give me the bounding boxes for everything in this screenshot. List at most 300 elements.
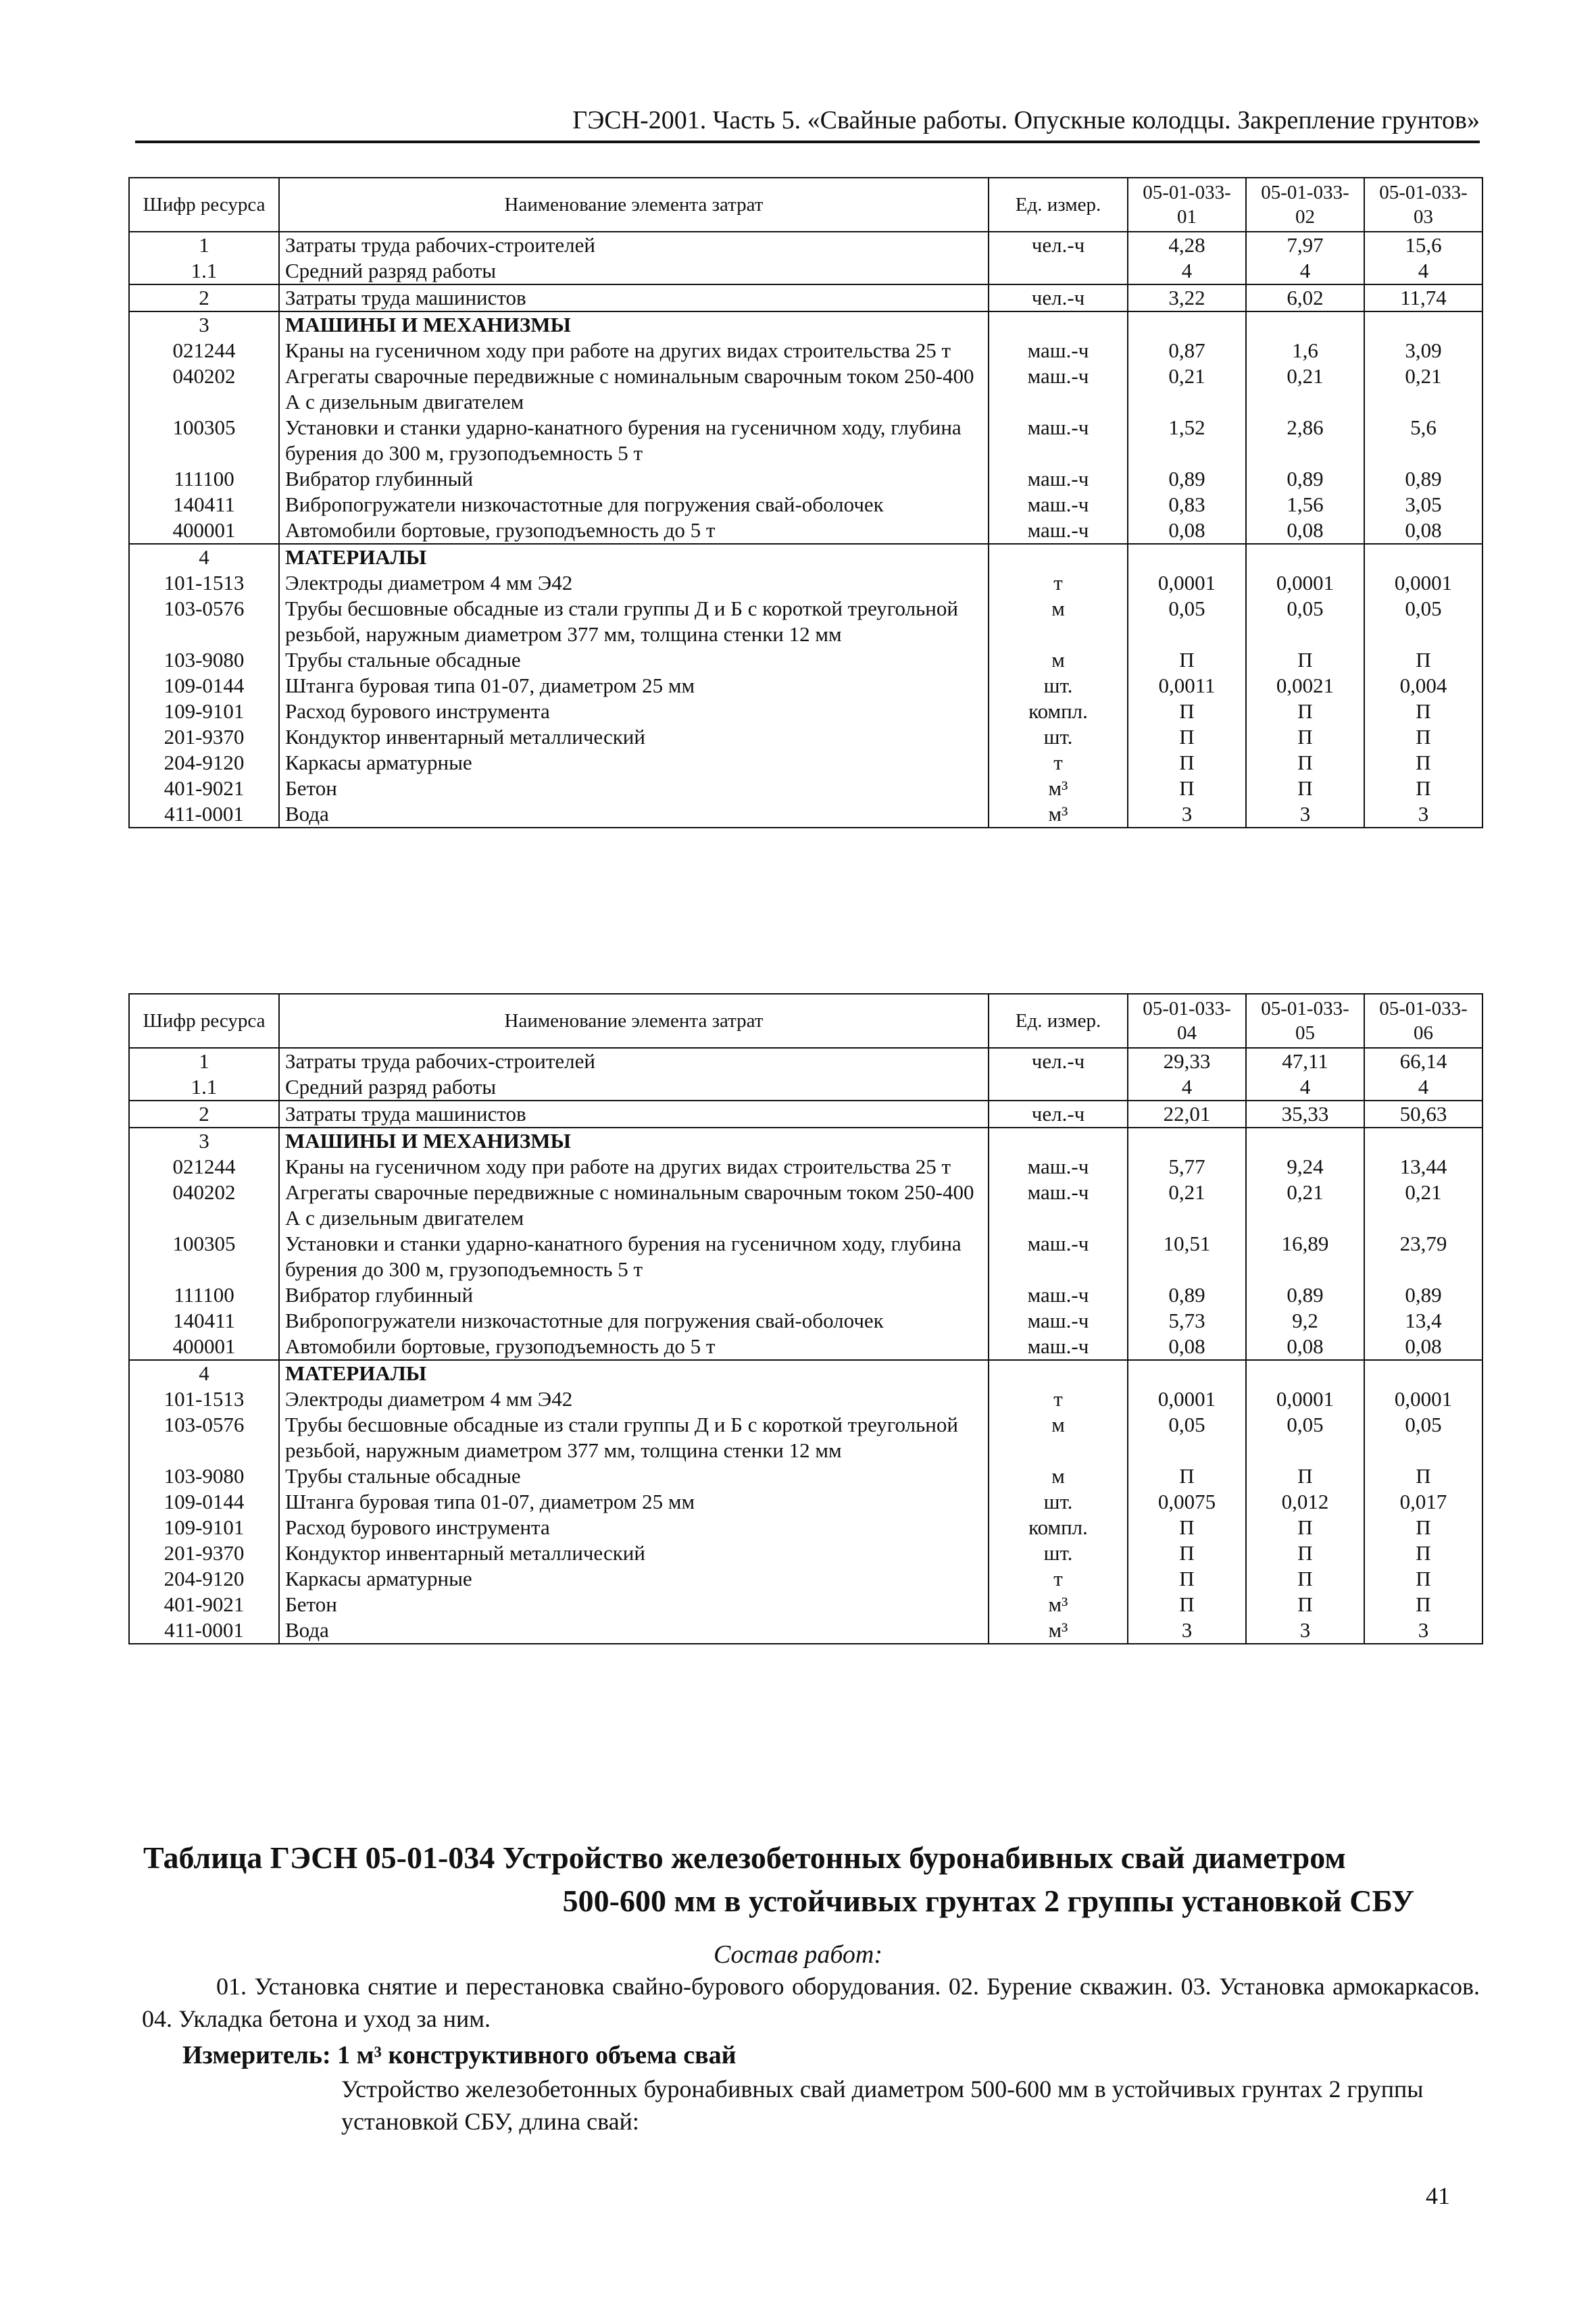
- value-cell-2: 3: [1246, 801, 1364, 828]
- value-cell-3: 0,017: [1364, 1489, 1482, 1515]
- resource-table-033-01-03: [128, 177, 1483, 828]
- resource-code-cell: 100305: [129, 1231, 279, 1282]
- table-row: [129, 284, 1482, 311]
- value-cell-2: 0,89: [1246, 466, 1364, 492]
- resource-code-cell: 140411: [129, 1308, 279, 1334]
- value-cell-3: 23,79: [1364, 1231, 1482, 1282]
- value-cell-1: П: [1128, 1566, 1246, 1592]
- value-cell-1: 4,28: [1128, 232, 1246, 258]
- col-header-name: Наименование элемента затрат: [279, 994, 989, 1048]
- value-cell-3: 0,89: [1364, 466, 1482, 492]
- resource-name-cell: Агрегаты сварочные передвижные с номинальным сварочным током 250-400 А с дизельным двигателем: [279, 1180, 989, 1231]
- value-cell-3: 0,004: [1364, 673, 1482, 699]
- table-row: [129, 1386, 1482, 1412]
- value-cell-3: 13,44: [1364, 1154, 1482, 1180]
- resource-code-cell: 411-0001: [129, 801, 279, 828]
- value-cell-3: [1364, 1128, 1482, 1154]
- resource-name-cell: Затраты труда рабочих-строителей: [279, 232, 989, 258]
- col-header-code: Шифр ресурса: [129, 178, 279, 232]
- value-cell-1: 0,05: [1128, 1412, 1246, 1463]
- resource-code-cell: 204-9120: [129, 1566, 279, 1592]
- resource-name-cell: Вибропогружатели низкочастотные для погружения свай-оболочек: [279, 1308, 989, 1334]
- resource-code-cell: 2: [129, 1101, 279, 1128]
- resource-code-cell: 109-9101: [129, 699, 279, 724]
- value-cell-3: 0,05: [1364, 1412, 1482, 1463]
- resource-code-cell: 400001: [129, 1334, 279, 1360]
- table-row: [129, 1048, 1482, 1074]
- resource-name-cell: Краны на гусеничном ходу при работе на других видах строительства 25 т: [279, 1154, 989, 1180]
- col-header-unit: Ед. измер.: [989, 994, 1128, 1048]
- col-header-code: Шифр ресурса: [129, 994, 279, 1048]
- resource-name-cell: Краны на гусеничном ходу при работе на других видах строительства 25 т: [279, 338, 989, 363]
- value-cell-1: 3: [1128, 801, 1246, 828]
- table-row: [129, 1101, 1482, 1128]
- value-cell-2: 1,56: [1246, 492, 1364, 518]
- resource-name-cell: Расход бурового инструмента: [279, 699, 989, 724]
- measure-value: 1 м³ конструктивного объема свай: [337, 2041, 737, 2069]
- measure-line: [182, 2039, 737, 2071]
- value-cell-2: 6,02: [1246, 284, 1364, 311]
- value-cell-2: П: [1246, 1566, 1364, 1592]
- value-cell-2: П: [1246, 647, 1364, 673]
- resource-name-cell: Каркасы арматурные: [279, 1566, 989, 1592]
- unit-cell: т: [989, 1566, 1128, 1592]
- value-cell-2: П: [1246, 724, 1364, 750]
- value-cell-1: 0,89: [1128, 466, 1246, 492]
- resource-code-cell: 103-9080: [129, 647, 279, 673]
- value-cell-2: 0,08: [1246, 1334, 1364, 1360]
- table-row: [129, 363, 1482, 415]
- value-cell-2: 7,97: [1246, 232, 1364, 258]
- resource-code-cell: 111100: [129, 466, 279, 492]
- unit-cell: м: [989, 596, 1128, 647]
- value-cell-2: П: [1246, 750, 1364, 776]
- value-cell-1: 1,52: [1128, 415, 1246, 466]
- value-cell-3: 3,09: [1364, 338, 1482, 363]
- unit-cell: маш.-ч: [989, 1282, 1128, 1308]
- value-cell-2: П: [1246, 776, 1364, 801]
- table-section-title: [128, 1836, 1482, 1923]
- resource-name-cell: Штанга буровая типа 01-07, диаметром 25 мм: [279, 673, 989, 699]
- col-header-name: Наименование элемента затрат: [279, 178, 989, 232]
- value-cell-1: 0,87: [1128, 338, 1246, 363]
- description-text: Устройство железобетонных буронабивных свай диаметром 500-600 мм в устойчивых грунтах 2 группы установкой СБУ, длина свай:: [341, 2076, 1424, 2135]
- table-row: [129, 415, 1482, 466]
- resource-name-cell: Кондуктор инвентарный металлический: [279, 724, 989, 750]
- unit-cell: маш.-ч: [989, 338, 1128, 363]
- value-cell-1: 0,0001: [1128, 570, 1246, 596]
- table-row: [129, 1282, 1482, 1308]
- table-row: [129, 1074, 1482, 1101]
- value-cell-2: 1,6: [1246, 338, 1364, 363]
- table-row: [129, 232, 1482, 258]
- value-cell-2: 2,86: [1246, 415, 1364, 466]
- value-cell-1: [1128, 544, 1246, 570]
- table-row: [129, 1566, 1482, 1592]
- unit-cell: т: [989, 570, 1128, 596]
- value-cell-2: 0,0021: [1246, 673, 1364, 699]
- unit-cell: [989, 311, 1128, 338]
- value-cell-1: П: [1128, 647, 1246, 673]
- resource-code-cell: 4: [129, 1360, 279, 1386]
- col-header-033-06: 05-01-033-06: [1364, 994, 1482, 1048]
- value-cell-1: 0,89: [1128, 1282, 1246, 1308]
- table-row: [129, 1412, 1482, 1463]
- resource-name-cell: Вибратор глубинный: [279, 466, 989, 492]
- resource-code-cell: 411-0001: [129, 1617, 279, 1644]
- resource-code-cell: 103-9080: [129, 1463, 279, 1489]
- resource-name-cell: Трубы стальные обсадные: [279, 1463, 989, 1489]
- table-row: [129, 801, 1482, 828]
- section-title-line-2: 500-600 мм в устойчивых грунтах 2 группы установкой СБУ: [562, 1884, 1414, 1918]
- col-header-unit: Ед. измер.: [989, 178, 1128, 232]
- unit-cell: чел.-ч: [989, 284, 1128, 311]
- resource-name-cell: МАШИНЫ И МЕХАНИЗМЫ: [279, 1128, 989, 1154]
- table-row: [129, 596, 1482, 647]
- resource-table-033-04-06: [128, 993, 1483, 1644]
- resource-code-cell: 111100: [129, 1282, 279, 1308]
- value-cell-2: 0,21: [1246, 1180, 1364, 1231]
- running-header: ГЭСН-2001. Часть 5. «Свайные работы. Опускные колодцы. Закрепление грунтов»: [572, 106, 1480, 134]
- composition-label: Состав работ:: [713, 1940, 883, 1969]
- unit-cell: чел.-ч: [989, 1101, 1128, 1128]
- resource-code-cell: 201-9370: [129, 724, 279, 750]
- unit-cell: чел.-ч: [989, 1048, 1128, 1074]
- value-cell-1: 5,73: [1128, 1308, 1246, 1334]
- resource-name-cell: Вода: [279, 1617, 989, 1644]
- value-cell-2: 0,0001: [1246, 1386, 1364, 1412]
- value-cell-3: 0,0001: [1364, 570, 1482, 596]
- col-header-033-01: 05-01-033-01: [1128, 178, 1246, 232]
- resource-code-cell: 3: [129, 1128, 279, 1154]
- value-cell-3: 0,08: [1364, 1334, 1482, 1360]
- resource-name-cell: Установки и станки ударно-канатного бурения на гусеничном ходу, глубина бурения до 300 м, грузоподъемность 5 т: [279, 1231, 989, 1282]
- table-row: [129, 492, 1482, 518]
- value-cell-3: 3: [1364, 1617, 1482, 1644]
- value-cell-1: П: [1128, 750, 1246, 776]
- value-cell-1: П: [1128, 776, 1246, 801]
- table-row: [129, 776, 1482, 801]
- value-cell-3: П: [1364, 699, 1482, 724]
- resource-code-cell: 103-0576: [129, 1412, 279, 1463]
- unit-cell: м: [989, 1463, 1128, 1489]
- resource-code-cell: 4: [129, 544, 279, 570]
- table-row: [129, 311, 1482, 338]
- value-cell-2: 0,012: [1246, 1489, 1364, 1515]
- table-row: [129, 673, 1482, 699]
- value-cell-2: [1246, 1360, 1364, 1386]
- unit-cell: маш.-ч: [989, 1180, 1128, 1231]
- value-cell-3: [1364, 544, 1482, 570]
- unit-cell: маш.-ч: [989, 1334, 1128, 1360]
- value-cell-1: 3,22: [1128, 284, 1246, 311]
- table-row: [129, 1540, 1482, 1566]
- composition-text: 01. Установка снятие и перестановка свайно-бурового оборудования. 02. Бурение скважин. 03. Установка армокаркасов. 04. Укладка бетона и уход за ним.: [142, 1973, 1480, 2032]
- resource-name-cell: Средний разряд работы: [279, 1074, 989, 1101]
- resource-name-cell: Средний разряд работы: [279, 258, 989, 284]
- table-row: [129, 544, 1482, 570]
- resource-name-cell: Вибропогружатели низкочастотные для погружения свай-оболочек: [279, 492, 989, 518]
- value-cell-3: П: [1364, 750, 1482, 776]
- unit-cell: компл.: [989, 1515, 1128, 1540]
- table-row: [129, 570, 1482, 596]
- value-cell-3: 0,21: [1364, 1180, 1482, 1231]
- value-cell-1: 0,0075: [1128, 1489, 1246, 1515]
- resource-code-cell: 3: [129, 311, 279, 338]
- value-cell-3: 0,08: [1364, 518, 1482, 544]
- table-row: [129, 1308, 1482, 1334]
- resource-name-cell: Каркасы арматурные: [279, 750, 989, 776]
- value-cell-2: 0,21: [1246, 363, 1364, 415]
- value-cell-3: 15,6: [1364, 232, 1482, 258]
- value-cell-3: 4: [1364, 1074, 1482, 1101]
- table-row: [129, 699, 1482, 724]
- col-header-033-04: 05-01-033-04: [1128, 994, 1246, 1048]
- resource-code-cell: 204-9120: [129, 750, 279, 776]
- resource-code-cell: 040202: [129, 1180, 279, 1231]
- resource-name-cell: Штанга буровая типа 01-07, диаметром 25 мм: [279, 1489, 989, 1515]
- unit-cell: шт.: [989, 724, 1128, 750]
- resource-name-cell: Трубы бесшовные обсадные из стали группы Д и Б с короткой треугольной резьбой, наружным диаметром 377 мм, толщина стенки 12 мм: [279, 596, 989, 647]
- unit-cell: маш.-ч: [989, 363, 1128, 415]
- unit-cell: маш.-ч: [989, 466, 1128, 492]
- value-cell-3: П: [1364, 1566, 1482, 1592]
- table-row: [129, 1360, 1482, 1386]
- value-cell-2: 0,08: [1246, 518, 1364, 544]
- value-cell-3: 13,4: [1364, 1308, 1482, 1334]
- value-cell-2: 0,0001: [1246, 570, 1364, 596]
- table-row: [129, 1334, 1482, 1360]
- unit-cell: [989, 544, 1128, 570]
- section-title-line-1: Таблица ГЭСН 05-01-034 Устройство железобетонных буронабивных свай диаметром: [143, 1840, 1346, 1875]
- value-cell-2: 9,24: [1246, 1154, 1364, 1180]
- table-row: [129, 1592, 1482, 1617]
- value-cell-1: 0,05: [1128, 596, 1246, 647]
- resource-name-cell: Расход бурового инструмента: [279, 1515, 989, 1540]
- value-cell-2: 0,89: [1246, 1282, 1364, 1308]
- col-header-033-02: 05-01-033-02: [1246, 178, 1364, 232]
- value-cell-1: 3: [1128, 1617, 1246, 1644]
- resource-code-cell: 021244: [129, 338, 279, 363]
- value-cell-2: П: [1246, 1515, 1364, 1540]
- value-cell-2: 0,05: [1246, 596, 1364, 647]
- table-row: [129, 338, 1482, 363]
- resource-name-cell: Трубы стальные обсадные: [279, 647, 989, 673]
- resource-code-cell: 140411: [129, 492, 279, 518]
- resource-name-cell: Трубы бесшовные обсадные из стали группы Д и Б с короткой треугольной резьбой, наружным диаметром 377 мм, толщина стенки 12 мм: [279, 1412, 989, 1463]
- table-row: [129, 1231, 1482, 1282]
- value-cell-2: [1246, 311, 1364, 338]
- unit-cell: м³: [989, 776, 1128, 801]
- value-cell-3: 0,05: [1364, 596, 1482, 647]
- value-cell-2: 9,2: [1246, 1308, 1364, 1334]
- resource-name-cell: Бетон: [279, 776, 989, 801]
- value-cell-2: П: [1246, 1463, 1364, 1489]
- value-cell-1: 0,0011: [1128, 673, 1246, 699]
- value-cell-3: 4: [1364, 258, 1482, 284]
- resource-code-cell: 021244: [129, 1154, 279, 1180]
- value-cell-1: 10,51: [1128, 1231, 1246, 1282]
- resource-name-cell: МАТЕРИАЛЫ: [279, 1360, 989, 1386]
- value-cell-2: П: [1246, 1592, 1364, 1617]
- value-cell-3: П: [1364, 1515, 1482, 1540]
- unit-cell: м: [989, 1412, 1128, 1463]
- unit-cell: [989, 1360, 1128, 1386]
- resource-name-cell: Автомобили бортовые, грузоподъемность до 5 т: [279, 1334, 989, 1360]
- value-cell-2: [1246, 1128, 1364, 1154]
- unit-cell: т: [989, 1386, 1128, 1412]
- value-cell-1: 29,33: [1128, 1048, 1246, 1074]
- table-row: [129, 724, 1482, 750]
- value-cell-3: [1364, 311, 1482, 338]
- value-cell-1: 0,21: [1128, 1180, 1246, 1231]
- table-header-row: [129, 178, 1482, 232]
- value-cell-1: [1128, 311, 1246, 338]
- value-cell-3: 0,0001: [1364, 1386, 1482, 1412]
- value-cell-3: П: [1364, 724, 1482, 750]
- unit-cell: шт.: [989, 673, 1128, 699]
- unit-cell: [989, 1128, 1128, 1154]
- resource-code-cell: 1: [129, 232, 279, 258]
- value-cell-1: П: [1128, 1592, 1246, 1617]
- value-cell-1: 4: [1128, 258, 1246, 284]
- resource-code-cell: 2: [129, 284, 279, 311]
- resource-code-cell: 401-9021: [129, 776, 279, 801]
- resource-name-cell: Кондуктор инвентарный металлический: [279, 1540, 989, 1566]
- table-row: [129, 647, 1482, 673]
- value-cell-3: П: [1364, 1592, 1482, 1617]
- unit-cell: маш.-ч: [989, 492, 1128, 518]
- value-cell-1: [1128, 1128, 1246, 1154]
- value-cell-2: 35,33: [1246, 1101, 1364, 1128]
- unit-cell: маш.-ч: [989, 518, 1128, 544]
- table-row: [129, 466, 1482, 492]
- value-cell-1: [1128, 1360, 1246, 1386]
- value-cell-1: П: [1128, 1540, 1246, 1566]
- table-header-row: [129, 994, 1482, 1048]
- table-row: [129, 1180, 1482, 1231]
- resource-name-cell: Бетон: [279, 1592, 989, 1617]
- value-cell-1: 0,08: [1128, 1334, 1246, 1360]
- resource-name-cell: Установки и станки ударно-канатного бурения на гусеничном ходу, глубина бурения до 300 м, грузоподъемность 5 т: [279, 415, 989, 466]
- resource-code-cell: 101-1513: [129, 570, 279, 596]
- table-row: [129, 258, 1482, 284]
- resource-name-cell: Затраты труда машинистов: [279, 1101, 989, 1128]
- resource-name-cell: МАШИНЫ И МЕХАНИЗМЫ: [279, 311, 989, 338]
- resource-name-cell: Автомобили бортовые, грузоподъемность до 5 т: [279, 518, 989, 544]
- table-row: [129, 518, 1482, 544]
- value-cell-2: 4: [1246, 258, 1364, 284]
- resource-code-cell: 040202: [129, 363, 279, 415]
- resource-name-cell: Затраты труда рабочих-строителей: [279, 1048, 989, 1074]
- value-cell-3: П: [1364, 647, 1482, 673]
- value-cell-3: 0,89: [1364, 1282, 1482, 1308]
- table-row: [129, 1489, 1482, 1515]
- value-cell-1: П: [1128, 699, 1246, 724]
- value-cell-3: 50,63: [1364, 1101, 1482, 1128]
- resource-name-cell: Агрегаты сварочные передвижные с номинальным сварочным током 250-400 А с дизельным двигателем: [279, 363, 989, 415]
- value-cell-3: 3: [1364, 801, 1482, 828]
- col-header-033-05: 05-01-033-05: [1246, 994, 1364, 1048]
- table-row: [129, 1617, 1482, 1644]
- table-row: [129, 1463, 1482, 1489]
- unit-cell: м³: [989, 1617, 1128, 1644]
- value-cell-3: П: [1364, 776, 1482, 801]
- value-cell-1: 4: [1128, 1074, 1246, 1101]
- value-cell-2: 16,89: [1246, 1231, 1364, 1282]
- resource-name-cell: Затраты труда машинистов: [279, 284, 989, 311]
- resource-code-cell: 103-0576: [129, 596, 279, 647]
- value-cell-3: 66,14: [1364, 1048, 1482, 1074]
- resource-code-cell: 201-9370: [129, 1540, 279, 1566]
- resource-code-cell: 401-9021: [129, 1592, 279, 1617]
- unit-cell: маш.-ч: [989, 1231, 1128, 1282]
- header-rule: [135, 141, 1480, 143]
- value-cell-1: 5,77: [1128, 1154, 1246, 1180]
- value-cell-2: [1246, 544, 1364, 570]
- value-cell-3: 5,6: [1364, 415, 1482, 466]
- page-number: 41: [1426, 2182, 1450, 2209]
- value-cell-1: 0,0001: [1128, 1386, 1246, 1412]
- resource-name-cell: МАТЕРИАЛЫ: [279, 544, 989, 570]
- value-cell-2: 0,05: [1246, 1412, 1364, 1463]
- value-cell-3: 11,74: [1364, 284, 1482, 311]
- resource-code-cell: 109-0144: [129, 1489, 279, 1515]
- unit-cell: м: [989, 647, 1128, 673]
- unit-cell: маш.-ч: [989, 415, 1128, 466]
- table-row: [129, 1154, 1482, 1180]
- value-cell-2: П: [1246, 699, 1364, 724]
- value-cell-3: П: [1364, 1540, 1482, 1566]
- value-cell-1: 0,21: [1128, 363, 1246, 415]
- resource-code-cell: 1: [129, 1048, 279, 1074]
- resource-code-cell: 400001: [129, 518, 279, 544]
- resource-code-cell: 1.1: [129, 1074, 279, 1101]
- table-row: [129, 750, 1482, 776]
- table-row: [129, 1128, 1482, 1154]
- value-cell-2: 3: [1246, 1617, 1364, 1644]
- table-row: [129, 1515, 1482, 1540]
- value-cell-1: 0,83: [1128, 492, 1246, 518]
- unit-cell: м³: [989, 1592, 1128, 1617]
- unit-cell: чел.-ч: [989, 232, 1128, 258]
- value-cell-2: П: [1246, 1540, 1364, 1566]
- value-cell-2: 47,11: [1246, 1048, 1364, 1074]
- value-cell-1: 22,01: [1128, 1101, 1246, 1128]
- value-cell-3: 0,21: [1364, 363, 1482, 415]
- value-cell-2: 4: [1246, 1074, 1364, 1101]
- resource-code-cell: 100305: [129, 415, 279, 466]
- resource-name-cell: Электроды диаметром 4 мм Э42: [279, 1386, 989, 1412]
- value-cell-1: П: [1128, 1463, 1246, 1489]
- resource-code-cell: 109-0144: [129, 673, 279, 699]
- measure-label: Измеритель:: [182, 2041, 331, 2069]
- unit-cell: маш.-ч: [989, 1154, 1128, 1180]
- resource-name-cell: Вибратор глубинный: [279, 1282, 989, 1308]
- value-cell-3: [1364, 1360, 1482, 1386]
- unit-cell: [989, 1074, 1128, 1101]
- unit-cell: м³: [989, 801, 1128, 828]
- value-cell-3: 3,05: [1364, 492, 1482, 518]
- unit-cell: компл.: [989, 699, 1128, 724]
- resource-code-cell: 109-9101: [129, 1515, 279, 1540]
- unit-cell: т: [989, 750, 1128, 776]
- resource-code-cell: 101-1513: [129, 1386, 279, 1412]
- resource-name-cell: Электроды диаметром 4 мм Э42: [279, 570, 989, 596]
- col-header-033-03: 05-01-033-03: [1364, 178, 1482, 232]
- value-cell-1: 0,08: [1128, 518, 1246, 544]
- value-cell-1: П: [1128, 1515, 1246, 1540]
